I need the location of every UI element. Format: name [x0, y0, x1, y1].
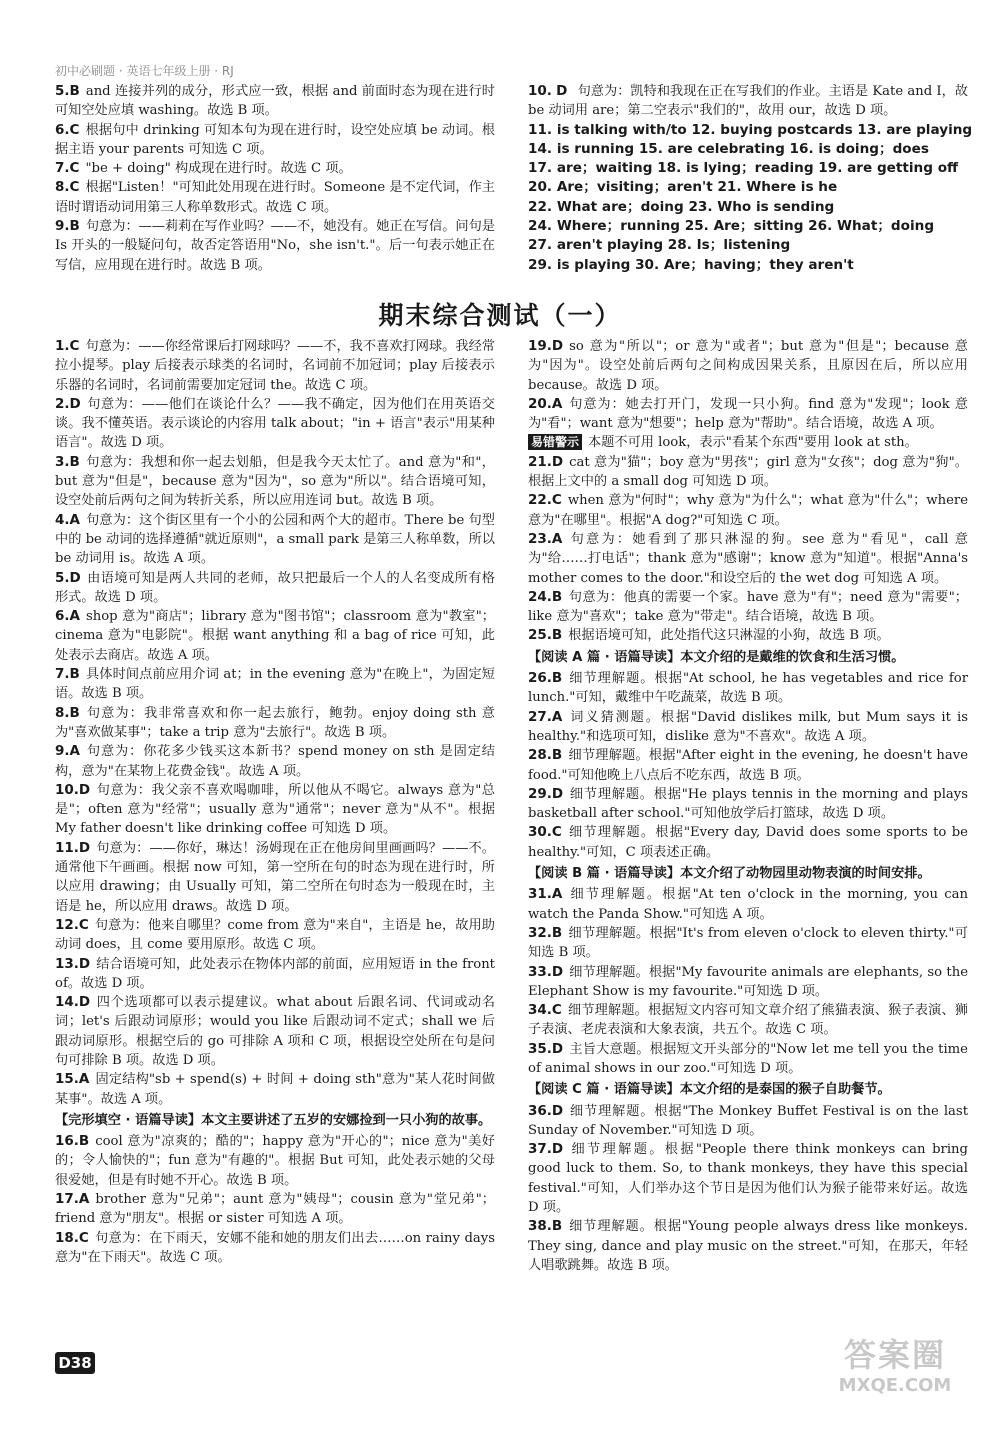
answer-item	[528, 1102, 968, 1141]
item-number: 10.	[528, 83, 552, 99]
reading-b-guide: 【阅读 B 篇 · 语篇导读】本文介绍了动物园里动物表演的时间安排。	[528, 866, 931, 882]
reading-c-guide: 【阅读 C 篇 · 语篇导读】本文介绍的是泰国的猴子自助餐节。	[528, 1082, 891, 1098]
item-number: 13.	[55, 955, 79, 972]
answer-item	[55, 1070, 495, 1109]
item-number: 6.	[55, 608, 70, 625]
answer-item	[528, 708, 968, 747]
item-answer: C	[78, 916, 89, 933]
item-number: 7.	[55, 666, 70, 683]
item-answer: C	[69, 179, 80, 196]
item-answer: B	[551, 924, 563, 941]
item-number: 1.	[55, 338, 70, 354]
answer-item	[55, 742, 495, 781]
item-answer: C	[69, 338, 80, 354]
answer-item	[55, 453, 495, 511]
item-explanation: 根据"Listen！"可知此处用现在进行时。Someone 是不定代词，作主语时谓语动词用第三人称单数形式。故选 C 项。	[55, 180, 495, 215]
item-explanation: 根据句中 drinking 可知本句为现在进行时，设空处应填 be 动词。根据主语 your parents 可知选 C 项。	[55, 122, 495, 157]
item-answer: D	[551, 1102, 564, 1119]
answer-item	[55, 1229, 495, 1268]
answer-item	[55, 781, 495, 839]
item-number: 21.	[528, 453, 552, 470]
item-number: 11.	[55, 839, 79, 856]
item-answer: A	[69, 511, 80, 528]
fill-answer-line: 14. is running 15. are celebrating 16. is doing；does	[528, 140, 929, 157]
item-answer: D	[78, 839, 91, 856]
section-title: 期末综合测试（一）	[378, 301, 622, 330]
item-explanation: "be + doing" 构成现在进行时。故选 C 项。	[85, 161, 352, 177]
running-header: 初中必刷题 · 英语七年级上册 · RJ	[55, 64, 234, 78]
item-answer: B	[69, 453, 80, 470]
fill-in-answers	[528, 121, 973, 275]
fill-answer-line: 27. aren't playing 28. Is；listening	[528, 237, 791, 254]
item-explanation: 细节理解题。根据"At school, he has vegetables and rice for lunch."可知，戴维中午吃蔬菜，故选 B 项。	[528, 671, 968, 706]
answer-item	[55, 511, 495, 569]
item-answer: D	[551, 1141, 564, 1158]
answer-item	[528, 885, 968, 924]
item-number: 19.	[528, 338, 552, 354]
item-number: 6.	[55, 121, 70, 138]
item-number: 23.	[528, 530, 552, 547]
top-left-column	[55, 82, 495, 275]
item-explanation: 句意为：我非常喜欢和你一起去旅行，鲍勃。enjoy doing sth 意为"喜欢做某事"；take a trip 意为"去旅行"。故选 B 项。	[55, 705, 495, 740]
item-number: 3.	[55, 453, 70, 470]
answer-item	[55, 178, 495, 217]
item-number: 36.	[528, 1102, 552, 1119]
item-explanation: cat 意为"猫"；boy 意为"男孩"；girl 意为"女孩"；dog 意为"狗"。根据上文中的 a small dog 可知选 D 项。	[528, 454, 968, 490]
watermark-logo	[820, 1335, 970, 1405]
item-explanation: 细节理解题。根据短文内容可知文章介绍了熊猫表演、猴子表演、狮子表演、老虎表演和大象表演，共五个。故选 C 项。	[528, 1003, 968, 1038]
answer-item	[55, 955, 495, 994]
item-explanation: 句意为：——你好，琳达！汤姆现在正在他房间里画画吗？——不。通常他下午画画。根据 now 可知，第一空所在句的时态为现在进行时，所以应用 drawing；由 Usually 可知，第二空所在句时态为一般现在时，主语是 he，所以应用 draws。故选 D 项。	[55, 840, 495, 914]
item-number: 34.	[528, 1002, 552, 1019]
item-number: 31.	[528, 886, 552, 903]
item-number: 27.	[528, 708, 552, 725]
item-explanation: 句意为：我父亲不喜欢喝咖啡，所以他从不喝它。always 意为"总是"；often 意为"经常"；usually 意为"通常"；never 意为"从不"。根据 My father doesn't like drinking coffee 可知选 D 项。	[55, 782, 495, 837]
item-number: 7.	[55, 160, 70, 177]
answer-item	[55, 395, 495, 453]
item-explanation: 句意为：他真的需要一个家。have 意为"有"；need 意为"需要"；like 意为"喜欢"；take 意为"带走"。结合语境，故选 B 项。	[528, 589, 968, 625]
item-number: 26.	[528, 670, 552, 687]
answer-item	[55, 916, 495, 955]
item-number: 18.	[55, 1229, 79, 1246]
fill-answer-line: 29. is playing 30. Are；having；they aren't	[528, 256, 854, 273]
item-number: 33.	[528, 963, 552, 980]
item-answer: C	[551, 1002, 562, 1019]
item-explanation: 句意为：——你经常课后打网球吗？——不，我不喜欢打网球。我经常拉小提琴。play 后接表示球类的名词时，名词前不加冠词；play 后接表示乐器的名词时，名词前需要加定冠词 the。故选 C 项。	[55, 339, 495, 393]
fill-answer-line: 22. What are；doing 23. Who is sending	[528, 198, 835, 215]
answer-item	[528, 82, 968, 121]
item-answer: D	[551, 1040, 564, 1057]
item-explanation: 句意为：我想和你一起去划船，但是我今天太忙了。and 意为"和"，but 意为"但是"，because 意为"因为"，so 意为"所以"。结合语境可知，设空处前后两句之间为转折关系，所以应用连词 but。故选 B 项。	[55, 454, 495, 509]
item-explanation: 细节理解题。根据"At ten o'clock in the morning, you can watch the Panda Show."可知选 A 项。	[528, 887, 968, 922]
tip-text: 本题不可用 look，表示"看某个东西"要用 look at sth。	[588, 435, 918, 451]
error-tip	[528, 433, 968, 452]
item-number: 28.	[528, 747, 552, 764]
item-explanation: 词义猜测题。根据"David dislikes milk, but Mum says it is healthy."和选项可知，dislike 意为"不喜欢"。故选 A 项。	[528, 709, 968, 744]
item-answer: A	[551, 530, 563, 547]
answer-item	[528, 746, 968, 785]
item-answer: B	[69, 218, 80, 235]
item-answer: D	[78, 781, 91, 798]
answer-item	[55, 993, 495, 1070]
item-explanation: 根据语境可知，此处指代这只淋湿的小狗，故选 B 项。	[568, 628, 890, 644]
item-number: 10.	[55, 781, 79, 798]
fill-answer-line: 11. is talking with/to 12. buying postcards 13. are playing	[528, 121, 973, 138]
item-answer: A	[69, 608, 80, 625]
item-answer: D	[69, 395, 81, 412]
answer-item	[55, 217, 495, 275]
item-number: 24.	[528, 588, 552, 605]
answer-item	[55, 839, 495, 916]
item-explanation: 细节理解题。根据"People there think monkeys can bring good luck to them. So, to thank monkeys, they have this special festival."可知，人们举办这个节日是因为他们认为猴子能带来好运。故选 D 项。	[528, 1142, 968, 1216]
item-answer: D	[551, 338, 564, 354]
item-explanation: and 连接并列的成分，形式应一致，根据 and 前面时态为现在进行时可知空处应填 washing。故选 B 项。	[55, 84, 495, 119]
watermark-line2: MXQE.COM	[838, 1375, 952, 1396]
item-number: 16.	[55, 1133, 79, 1150]
item-number: 17.	[55, 1191, 79, 1208]
item-explanation: 句意为：凯特和我现在正在写我们的作业。主语是 Kate and I，故 be 动词用 are；第二空表示"我们的"，故用 our，故选 D 项。	[528, 84, 968, 119]
item-number: 38.	[528, 1218, 552, 1235]
item-answer: B	[69, 83, 80, 99]
answer-item	[528, 491, 968, 530]
fill-answer-line: 17. are；waiting 18. is lying；reading 19. are getting off	[528, 160, 959, 177]
answer-item	[528, 337, 968, 395]
item-explanation: 句意为：她看到了那只淋湿的狗。see 意为"看见"，call 意为"给……打电话"；thank 意为"感谢"；know 意为"知道"。根据"Anna's mother comes to the door."和设空后的 the wet dog 可知选 A 项。	[528, 531, 968, 586]
item-explanation: brother 意为"兄弟"；aunt 意为"姨母"；cousin 意为"堂兄弟"；friend 意为"朋友"。根据 or sister 可知选 A 项。	[55, 1192, 495, 1227]
fill-answer-line: 20. Are；visiting；aren't 21. Where is he	[528, 179, 838, 196]
answer-item	[55, 1190, 495, 1229]
item-number: 9.	[55, 743, 70, 760]
item-number: 14.	[55, 994, 79, 1011]
answer-item	[55, 607, 495, 665]
item-answer: A	[551, 886, 563, 903]
item-answer: A	[78, 1071, 90, 1088]
item-answer: B	[551, 627, 563, 644]
answer-item	[55, 704, 495, 743]
item-number: 4.	[55, 511, 70, 528]
main-right-column	[528, 337, 968, 1275]
answer-item	[528, 785, 968, 824]
item-explanation: 细节理解题。根据"He plays tennis in the morning and plays basketball after school."可知他放学后打篮球，故选 D 项。	[528, 786, 968, 822]
item-answer: D	[551, 453, 564, 470]
item-number: 12.	[55, 916, 79, 933]
item-number: 15.	[55, 1071, 79, 1088]
item-number: 20.	[528, 395, 552, 412]
item-number: 8.	[55, 179, 70, 196]
answer-item	[528, 626, 968, 645]
answer-item	[528, 588, 968, 627]
item-number: 2.	[55, 395, 70, 412]
item-answer: D	[551, 963, 564, 980]
item-explanation: 细节理解题。根据"My favourite animals are elephants, so the Elephant Show is my favourite."可知选 D 项。	[528, 964, 968, 999]
fill-answer-line: 24. Where；running 25. Are；sitting 26. What；doing	[528, 218, 935, 235]
item-number: 37.	[528, 1141, 552, 1158]
item-number: 35.	[528, 1040, 552, 1057]
item-number: 9.	[55, 218, 70, 235]
item-answer: A	[78, 1191, 90, 1208]
answer-item	[528, 669, 968, 708]
item-answer: D	[78, 994, 91, 1011]
answer-item	[528, 530, 968, 588]
answer-item	[528, 924, 968, 963]
main-left-column	[55, 337, 495, 1267]
tip-badge: 易错警示	[528, 434, 582, 450]
item-number: 30.	[528, 824, 552, 841]
item-answer: C	[551, 824, 562, 841]
item-number: 22.	[528, 492, 552, 509]
item-answer: C	[69, 121, 80, 138]
item-answer: B	[551, 588, 563, 605]
answer-item	[55, 121, 495, 160]
answer-item	[55, 1132, 495, 1190]
answer-item	[528, 453, 968, 492]
top-right-column	[528, 82, 973, 275]
item-explanation: 句意为：这个街区里有一个小的公园和两个大的超市。There be 句型中的 be 动词的选择遵循"就近原则"，a small park 是第三人称单数，所以 be 动词用 is。故选 A 项。	[55, 512, 495, 567]
item-explanation: 由语境可知是两人共同的老师，故只把最后一个人的人名变成所有格形式。故选 D 项。	[55, 570, 495, 605]
answer-item	[528, 963, 968, 1002]
item-answer: A	[551, 395, 563, 412]
item-answer: D	[556, 83, 568, 99]
item-answer: C	[69, 160, 80, 177]
item-explanation: 细节理解题。根据"After eight in the evening, he doesn't have food."可知他晚上八点后不吃东西，故选 B 项。	[528, 748, 968, 783]
answer-item	[55, 569, 495, 608]
item-number: 5.	[55, 569, 70, 586]
item-number: 32.	[528, 924, 552, 941]
item-number: 5.	[55, 83, 70, 99]
item-answer: D	[78, 955, 91, 972]
item-explanation: 主旨大意题。根据短文开头部分的"Now let me tell you the time of animal shows in our zoo."可知选 D 项。	[528, 1041, 968, 1076]
answer-item	[528, 1040, 968, 1079]
item-answer: B	[551, 1218, 563, 1235]
answer-item	[528, 1140, 968, 1217]
answer-item	[55, 337, 495, 395]
item-answer: B	[69, 704, 80, 721]
item-answer: B	[551, 747, 563, 764]
item-answer: C	[78, 1229, 89, 1246]
item-answer: C	[551, 492, 562, 509]
item-answer: A	[69, 743, 80, 760]
item-explanation: 细节理解题。根据"Young people always dress like monkeys. They sing, dance and play music on the street."可知，在那天，年轻人唱歌跳舞。故选 B 项。	[528, 1219, 968, 1273]
item-explanation: 固定结构"sb + spend(s) + 时间 + doing sth"意为"某人花时间做某事"。故选 A 项。	[55, 1072, 495, 1107]
page-number: D38	[55, 1352, 95, 1374]
item-explanation: so 意为"所以"；or 意为"或者"；but 意为"但是"；because 意为"因为"。设空处前后两句之间构成因果关系，且原因在后，所以应用 because。故选 D 项。	[528, 339, 968, 393]
item-number: 29.	[528, 785, 552, 802]
item-answer: B	[78, 1133, 90, 1150]
cloze-guide: 【完形填空 · 语篇导读】本文主要讲述了五岁的安娜捡到一只小狗的故事。	[55, 1112, 492, 1128]
item-number: 25.	[528, 627, 552, 644]
answer-item	[55, 159, 495, 178]
item-explanation: shop 意为"商店"；library 意为"图书馆"；classroom 意为"教室"；cinema 意为"电影院"。根据 want anything 和 a bag of rice 可知，此处表示去商店。故选 A 项。	[55, 609, 495, 663]
item-explanation: 具体时间点前应用介词 at；in the evening 意为"在晚上"，为固定短语。故选 B 项。	[55, 667, 495, 702]
item-explanation: 句意为：他来自哪里？come from 意为"来自"，主语是 he，故用助动词 does，且 come 要用原形。故选 C 项。	[55, 917, 495, 953]
item-explanation: 句意为：在下雨天，安娜不能和她的朋友们出去……on rainy days 意为"在下雨天"。故选 C 项。	[55, 1230, 495, 1265]
item-explanation: 四个选项都可以表示提建议。what about 后跟名词、代词或动名词；let's 后跟动词原形；would you like 后跟动词不定式；shall we 后跟动词原形。根据空后的 go 可排除 A 项和 C 项，根据设空处所在句是问句可排除 B 项。故选 D 项。	[55, 995, 495, 1068]
answer-item	[528, 1001, 968, 1040]
item-explanation: 细节理解题。根据"Every day, David does some sports to be healthy."可知，C 项表述正确。	[528, 825, 968, 860]
item-explanation: 句意为：你花多少钱买这本新书？spend money on sth 是固定结构，意为"在某物上花费金钱"。故选 A 项。	[55, 744, 495, 779]
answer-item	[528, 823, 968, 862]
answer-item	[528, 1217, 968, 1275]
item-explanation: cool 意为"凉爽的；酷的"；happy 意为"开心的"；nice 意为"美好的；令人愉快的"；fun 意为"有趣的"。根据 But 可知，此处表示她的父母很爱她，但是有时她不开心。故选 B 项。	[55, 1134, 495, 1188]
item-answer: D	[69, 569, 81, 586]
item-answer: A	[551, 708, 563, 725]
reading-a-guide: 【阅读 A 篇 · 语篇导读】本文介绍的是戴维的饮食和生活习惯。	[528, 649, 905, 665]
item-number: 8.	[55, 704, 70, 721]
item-explanation: 细节理解题。根据"It's from eleven o'clock to eleven thirty."可知选 B 项。	[528, 925, 968, 961]
answer-item	[55, 665, 495, 704]
item-explanation: 句意为：她去打开门，发现一只小狗。find 意为"发现"；look 意为"看"；want 意为"想要"；help 意为"帮助"。结合语境，故选 A 项。	[528, 396, 968, 432]
item-explanation: 句意为：——他们在谈论什么？——我不确定，因为他们在用英语交谈。我不懂英语。表示谈论的内容用 talk about；"in + 语言"表示"用某种语言"。故选 D 项。	[55, 396, 495, 451]
item-explanation: when 意为"何时"；why 意为"为什么"；what 意为"什么"；where 意为"在哪里"。根据"A dog?"可知选 C 项。	[528, 493, 968, 528]
item-explanation: 细节理解题。根据"The Monkey Buffet Festival is on the last Sunday of November."可知选 D 项。	[528, 1103, 968, 1138]
item-explanation: 结合语境可知，此处表示在物体内部的前面，应用短语 in the front of。故选 D 项。	[55, 956, 495, 991]
item-answer: B	[551, 670, 563, 687]
answer-item	[55, 82, 495, 121]
watermark-line1: 答案圈	[843, 1336, 946, 1374]
item-answer: B	[69, 666, 80, 683]
item-explanation: 句意为：——莉莉在写作业吗？——不，她没有。她正在写信。问句是 Is 开头的一般疑问句，故否定答语用"No，she isn't."。后一句表示她正在写信，应用现在进行时。故选 B 项。	[55, 219, 495, 273]
answer-item	[528, 395, 968, 434]
item-answer: D	[551, 785, 564, 802]
